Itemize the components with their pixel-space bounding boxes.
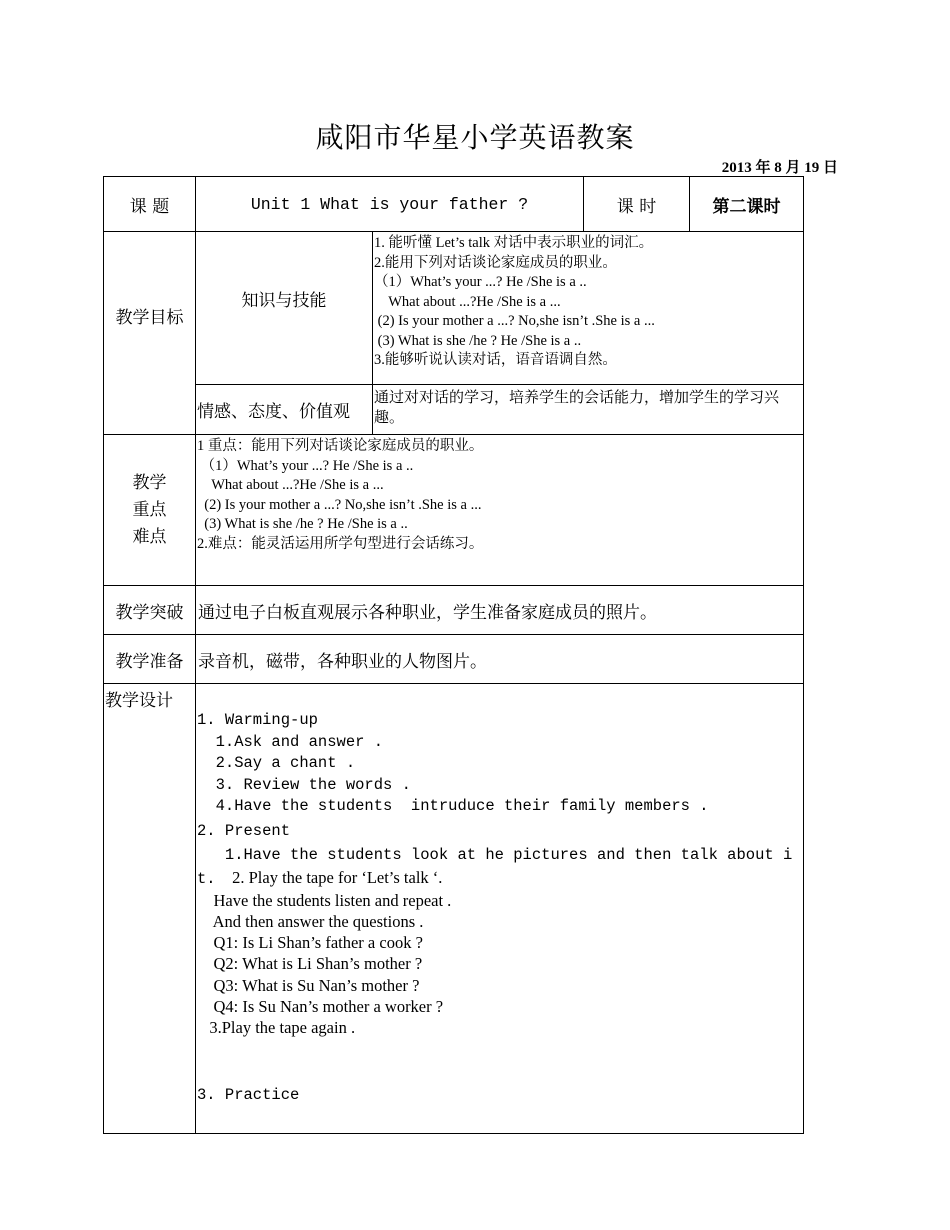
knowledge-line: 2.能用下列对话谈论家庭成员的职业。 [374, 254, 617, 271]
knowledge-line: 1. 能听懂 Let’s talk 对话中表示职业的词汇。 [374, 235, 654, 251]
emotion-label: 情感、态度、价值观 [196, 385, 373, 435]
design-wrap-mono: t. [197, 869, 216, 888]
emotion-row [104, 385, 804, 435]
design-row [104, 684, 804, 1134]
key-points-label-line: 教学 [132, 472, 167, 493]
document-title: 咸阳市华星小学英语教案 [315, 121, 635, 154]
design-line: 4.Have the students intruduce their family members . [197, 797, 709, 815]
design-line: 2.Say a chant . [197, 754, 356, 772]
key-points-row [104, 435, 804, 586]
design-label: 教学设计 [104, 684, 196, 1134]
design-line: 3. Practice [197, 1085, 300, 1104]
knowledge-content [373, 232, 804, 385]
period-value: 第二课时 [690, 177, 804, 232]
design-line: 1.Have the students look at he pictures and then talk about i [197, 846, 793, 864]
preparation-label: 教学准备 [104, 635, 196, 684]
key-points-label-line: 难点 [132, 526, 167, 547]
key-points-line: (3) What is she /he ? He /She is a .. [197, 516, 408, 532]
key-points-content [196, 435, 804, 586]
knowledge-line: （1）What’s your ...? He /She is a .. [374, 274, 587, 290]
design-line: Q2: What is Li Shan’s mother ? [197, 954, 423, 974]
preparation-row [104, 635, 804, 684]
design-content [196, 684, 804, 1134]
design-line: Have the students listen and repeat . [197, 890, 452, 910]
knowledge-line: 3.能够听说认读对话，语音语调自然。 [374, 352, 617, 368]
knowledge-line: (3) What is she /he ? He /She is a .. [374, 332, 582, 349]
knowledge-label [196, 232, 373, 385]
breakthrough-label: 教学突破 [104, 586, 196, 635]
key-points-line: (2) Is your mother a ...? No,she isn’t .She is a ... [197, 496, 482, 513]
breakthrough-row [104, 586, 804, 635]
key-points-line: 1 重点：能用下列对话谈论家庭成员的职业。 [197, 438, 484, 454]
goals-row [104, 232, 804, 385]
key-points-label [104, 435, 196, 586]
key-points-line: What about ...?He /She is a ... [197, 477, 384, 493]
design-line: Q4: Is Su Nan’s mother a worker ? [197, 996, 444, 1016]
breakthrough-text: 通过电子白板直观展示各种职业，学生准备家庭成员的照片。 [196, 586, 804, 635]
design-line: 2. Present [197, 821, 291, 840]
design-wrap-serif: 2. Play the tape for ‘Let’s talk ‘. [215, 867, 443, 887]
knowledge-label-text: 知识与技能 [241, 290, 327, 311]
document-date: 2013 年 8 月 19 日 [721, 160, 838, 176]
emotion-text: 通过对对话的学习，培养学生的会话能力，增加学生的学习兴趣。 [373, 385, 804, 435]
goals-label [104, 232, 196, 435]
key-points-label-line: 重点 [132, 499, 167, 520]
design-line: 3. Review the words . [197, 775, 411, 794]
topic-label: 课 题 [104, 177, 196, 232]
design-line: And then answer the questions . [197, 911, 424, 931]
knowledge-line: (2) Is your mother a ...? No,she isn’t .She is a ... [374, 313, 655, 329]
preparation-text: 录音机，磁带，各种职业的人物图片。 [196, 635, 804, 684]
design-wrapped-line [197, 867, 803, 890]
design-line: 1. Warming-up [197, 711, 318, 729]
period-label: 课 时 [584, 177, 690, 232]
goals-label-text: 教学目标 [115, 307, 184, 328]
design-line: Q1: Is Li Shan’s father a cook ? [197, 933, 423, 953]
lesson-plan-table [103, 176, 804, 1134]
topic-value: Unit 1 What is your father ? [196, 177, 584, 232]
topic-row [104, 177, 804, 232]
design-line: 3.Play the tape again . [197, 1018, 356, 1038]
key-points-line: （1）What’s your ...? He /She is a .. [197, 457, 414, 474]
knowledge-line: What about ...?He /She is a ... [374, 293, 561, 310]
design-line: Q3: What is Su Nan’s mother ? [197, 975, 420, 995]
design-line: 1.Ask and answer . [197, 732, 384, 751]
key-points-line: 2.难点：能灵活运用所学句型进行会话练习。 [197, 535, 484, 552]
